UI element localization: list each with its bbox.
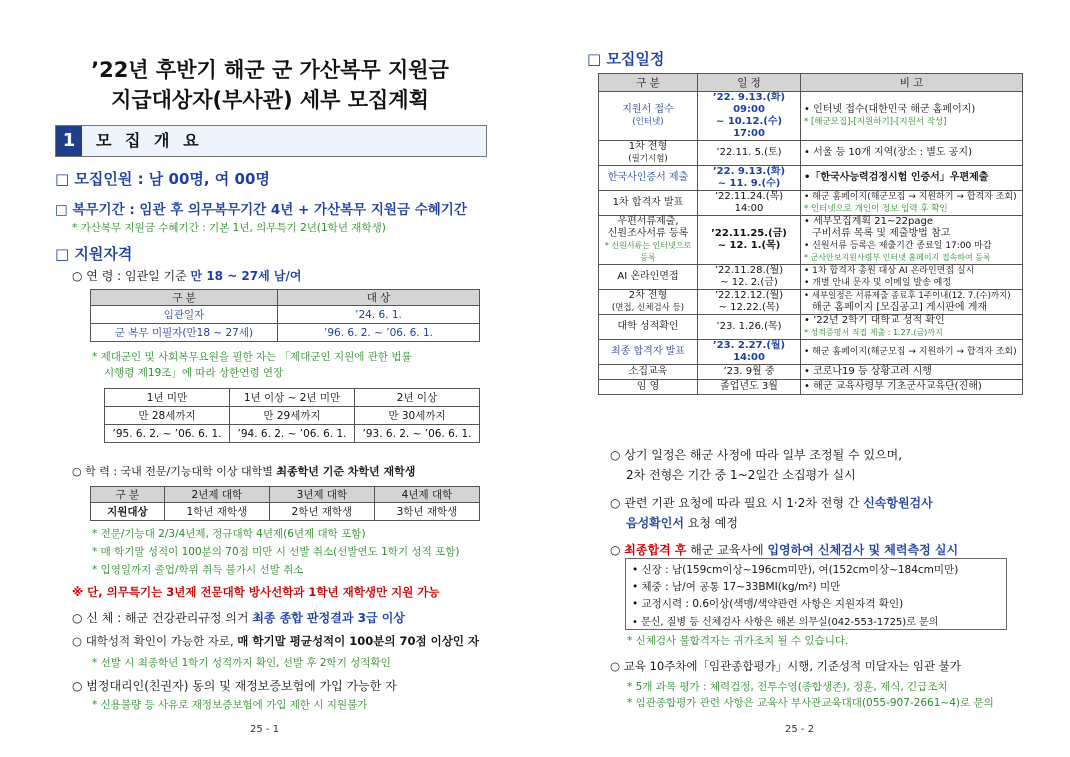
bond-line: ○ 범정대리인(친권자) 동의 및 재정보증보험에 가입 가능한 자 bbox=[72, 679, 397, 693]
special-notice: ※ 단, 의무특기는 3년제 전문대학 방사선학과 1학년 재학생만 지원 가능 bbox=[72, 585, 440, 599]
note-antigen-2: 음성확인서 요청 예정 bbox=[626, 516, 738, 530]
body-requirements-note: * 신체검사 불합격자는 귀가조치 될 수 있습니다. bbox=[627, 635, 849, 647]
age-line: ○ 연 령 : 임관일 기준 만 18 ~ 27세 남/여 bbox=[72, 269, 302, 283]
service-note: * 가산복무 지원금 수혜기간 : 기본 1년, 의무특기 2년(1학년 재학생) bbox=[72, 222, 386, 234]
schedule-table: 구 분 일 정 비 고 지원서 접수 (인터넷) ’22. 9.13.(화) 09:00 ~ 10.12.(수) 17:00 • 인터넷 접수(대한민국 해군 홈페이지) * [해군모집]-[지원하기]-[지원서 작성] 1차 전형 (필기시험) ’22.11. 5.(토) • 서울 등 10개 지역(장소 : 별도 공지) 한국사인증서 제출 ’22. 9.13.(화) ~ 11. 9.(수) •「한국사능력검정시험 인증서」우편제출 1차 합격자 발표 ’22.11.24.(목) 14:00 • 해군 홈페이지(해군모집 → 지원하기 → 합격자 조회) * 인터넷으로 개인이 정보 입력 후 확인 우편서류제출, 신원조사서류 등록 * 신원서류는 인터넷으로 등록 ’22.11.25.(금) ~ 12. 1.(목) • 세부모집계획 21~22page 구비서류 목록 및 제출방법 참고 • 신원서류 등록은 제출기간 종료일 17:00 마감 * 군사안보지원사령부 인터넷 홈페이지 접속하여 등록 AI 온라인면접 ’22.11.28.(월) ~ 12. 2.(금) • 1차 합격자 총원 대상 AI 온라인면접 실시 • 개별 안내 문자 및 이메일 발송 예정 2차 전형 (면접, 신체검사 등) ’22.12.12.(월) ~ 12.22.(목) • 세부일정은 서류제출 종료후 1주이내(12. 7.(수)까지) 해군 홈페이지 [모집공고] 게시판에 게재 대학 성적확인 ’23. 1.26.(목) • ’22년 2학기 대학교 성적 확인 * 성적증명서 직접 제출 : 1.27.(금)까지 최종 합격자 발표 ’23. 2.27.(월) 14:00 • 해군 홈페이지(해군모집 → 지원하기 → 합격자 조회) 소집교육 ’23. 9월 중 • 코로나19 등 상황고려 시행 임 영 졸업년도 3월 • 해군 교육사령부 기초군사교육단(진해) bbox=[598, 73, 1023, 395]
education-table: 구 분 2년제 대학 3년제 대학 4년제 대학 지원대상 1학년 재학생 2학년 재학생 3학년 재학생 bbox=[90, 486, 480, 521]
schedule-row: 최종 합격자 발표 ’23. 2.27.(월) 14:00 • 해군 홈페이지(해군모집 → 지원하기 → 합격자 조회) bbox=[599, 340, 1023, 365]
schedule-row: 대학 성적확인 ’23. 1.26.(목) • ’22년 2학기 대학교 성적 확인 * 성적증명서 직접 제출 : 1.27.(금)까지 bbox=[599, 315, 1023, 340]
bond-note: * 신용불량 등 사유로 재정보증보험에 가입 제한 시 지원불가 bbox=[92, 699, 368, 711]
page-number-right: 25 - 2 bbox=[785, 724, 815, 735]
education-line: ○ 학 력 : 국내 전문/기능대학 이상 대학별 최종학년 기준 차학년 재학생 bbox=[72, 465, 416, 478]
schedule-row: 한국사인증서 제출 ’22. 9.13.(화) ~ 11. 9.(수) •「한국사능력검정시험 인증서」우편제출 bbox=[599, 166, 1023, 191]
body-requirements-box: • 신장 : 남(159cm이상~196cm미만), 여(152cm이상~184cm미만) • 체중 : 남/여 공통 17~33BMI(kg/m²) 미만 • 교정시력 : 0.6이상(색맹/색약관련 사항은 지원자격 확인) • 문신, 질병 등 신체검사 사항은 해본 의무실(042-553-1725)로 문의 bbox=[625, 558, 1007, 630]
education-note-2: * 매 학기말 성적이 100분의 70점 미만 시 선발 취소(선발연도 1학기 성적 포함) bbox=[92, 546, 460, 558]
page-number-left: 25 - 1 bbox=[250, 724, 280, 735]
education-note-3: * 입영일까지 졸업/학위 취득 불가시 선발 취소 bbox=[92, 564, 304, 576]
commission-eval-note-1: * 5개 과목 평가 : 체력검정, 전투수영(종합생존), 정훈, 제식, 긴급조치 bbox=[627, 681, 948, 693]
recruit-count: □ 모집인원 : 남 00명, 여 00명 bbox=[55, 170, 270, 188]
body-condition-line: ○ 신 체 : 해군 건강관리규정 의거 최종 종합 판정결과 3급 이상 bbox=[72, 611, 405, 625]
schedule-row: 지원서 접수 (인터넷) ’22. 9.13.(화) 09:00 ~ 10.12.(수) 17:00 • 인터넷 접수(대한민국 해군 홈페이지) * [해군모집]-[지원하기]-[지원서 작성] bbox=[599, 92, 1023, 141]
section-number: 1 bbox=[56, 126, 82, 156]
document-title-line2: 지급대상자(부사관) 세부 모집계획 bbox=[111, 88, 429, 112]
schedule-row: 소집교육 ’23. 9월 중 • 코로나19 등 상황고려 시행 bbox=[599, 365, 1023, 380]
age-table: 구 분 대 상 임관일자 ’24. 6. 1. 군 복무 미필자(만18 ~ 27세) ’96. 6. 2. ~ ’06. 6. 1. bbox=[90, 289, 480, 342]
age-note-1: * 제대군인 및 사회복무요원을 필한 자는 「제대군인 지원에 관한 법률 bbox=[92, 351, 412, 363]
commission-eval-note-2: * 임관종합평가 관련 사항은 교육사 부사관교육대대(055-907-2661~4)로 문의 bbox=[627, 697, 994, 709]
grade-note: * 선발 시 최종학년 1학기 성적까지 확인, 선발 후 2학기 성적확인 bbox=[92, 657, 391, 669]
note-schedule-adjust: ○ 상기 일정은 해군 사정에 따라 일부 조정될 수 있으며, bbox=[610, 448, 903, 462]
grade-line: ○ 대학성적 확인이 가능한 자로, 매 학기말 평균성적이 100분의 70점 이상인 자 bbox=[72, 634, 480, 648]
schedule-row: AI 온라인면접 ’22.11.28.(월) ~ 12. 2.(금) • 1차 합격자 총원 대상 AI 온라인면접 실시 • 개별 안내 문자 및 이메일 발송 예정 bbox=[599, 265, 1023, 290]
section-header bbox=[55, 125, 487, 157]
section-label: 모 집 개 요 bbox=[96, 131, 203, 150]
service-period: □ 복무기간 : 임관 후 의무복무기간 4년 + 가산복무 지원금 수혜기간 bbox=[55, 202, 467, 218]
qualification-heading: □ 지원자격 bbox=[55, 245, 133, 263]
schedule-row: 2차 전형 (면접, 신체검사 등) ’22.12.12.(월) ~ 12.22.(목) • 세부일정은 서류제출 종료후 1주이내(12. 7.(수)까지) 해군 홈페이지 [모집공고] 게시판에 게재 bbox=[599, 290, 1023, 315]
extension-table: 1년 미만 1년 이상 ~ 2년 미만 2년 이상 만 28세까지 만 29세까지 만 30세까지 ’95. 6. 2. ~ ’06. 6. 1. ’94. 6. 2. ~ ’06. 6. 1. ’93. 6. 2. ~ ’06. 6. 1. bbox=[104, 388, 480, 443]
schedule-heading: □ 모집일정 bbox=[587, 50, 665, 68]
age-note-2: 시행령 제19조」에 따라 상한연령 연장 bbox=[104, 367, 284, 379]
note-antigen: ○ 관련 기관 요청에 따라 필요 시 1·2차 전형 간 신속항원검사 bbox=[610, 496, 933, 510]
document-title-line1: ’22년 후반기 해군 군 가산복무 지원금 bbox=[91, 58, 449, 82]
schedule-row: 임 영 졸업년도 3월 • 해군 교육사령부 기초군사교육단(진해) bbox=[599, 380, 1023, 395]
schedule-row: 우편서류제출, 신원조사서류 등록 * 신원서류는 인터넷으로 등록 ’22.11.25.(금) ~ 12. 1.(목) • 세부모집계획 21~22page 구비서류 목록 및 제출방법 참고 • 신원서류 등록은 제출기간 종료일 17:00 마감 * 군사안보지원사령부 인터넷 홈페이지 접속하여 등록 bbox=[599, 216, 1023, 265]
education-note-1: * 전문/기능대 2/3/4년제, 정규대학 4년제(6년제 대학 포함) bbox=[92, 528, 366, 540]
note-schedule-adjust-2: 2차 전형은 기간 중 1~2일간 소집평가 실시 bbox=[626, 468, 856, 482]
page-right bbox=[535, 0, 1070, 757]
schedule-row: 1차 합격자 발표 ’22.11.24.(목) 14:00 • 해군 홈페이지(해군모집 → 지원하기 → 합격자 조회) * 인터넷으로 개인이 정보 입력 후 확인 bbox=[599, 191, 1023, 216]
note-commission-eval: ○ 교육 10주차에「임관종합평가」시행, 기준성적 미달자는 임관 불가 bbox=[610, 659, 961, 673]
note-final-pass: ○ 최종합격 후 해군 교육사에 입영하여 신체검사 및 체력측정 실시 bbox=[610, 543, 959, 557]
schedule-row: 1차 전형 (필기시험) ’22.11. 5.(토) • 서울 등 10개 지역(장소 : 별도 공지) bbox=[599, 141, 1023, 166]
